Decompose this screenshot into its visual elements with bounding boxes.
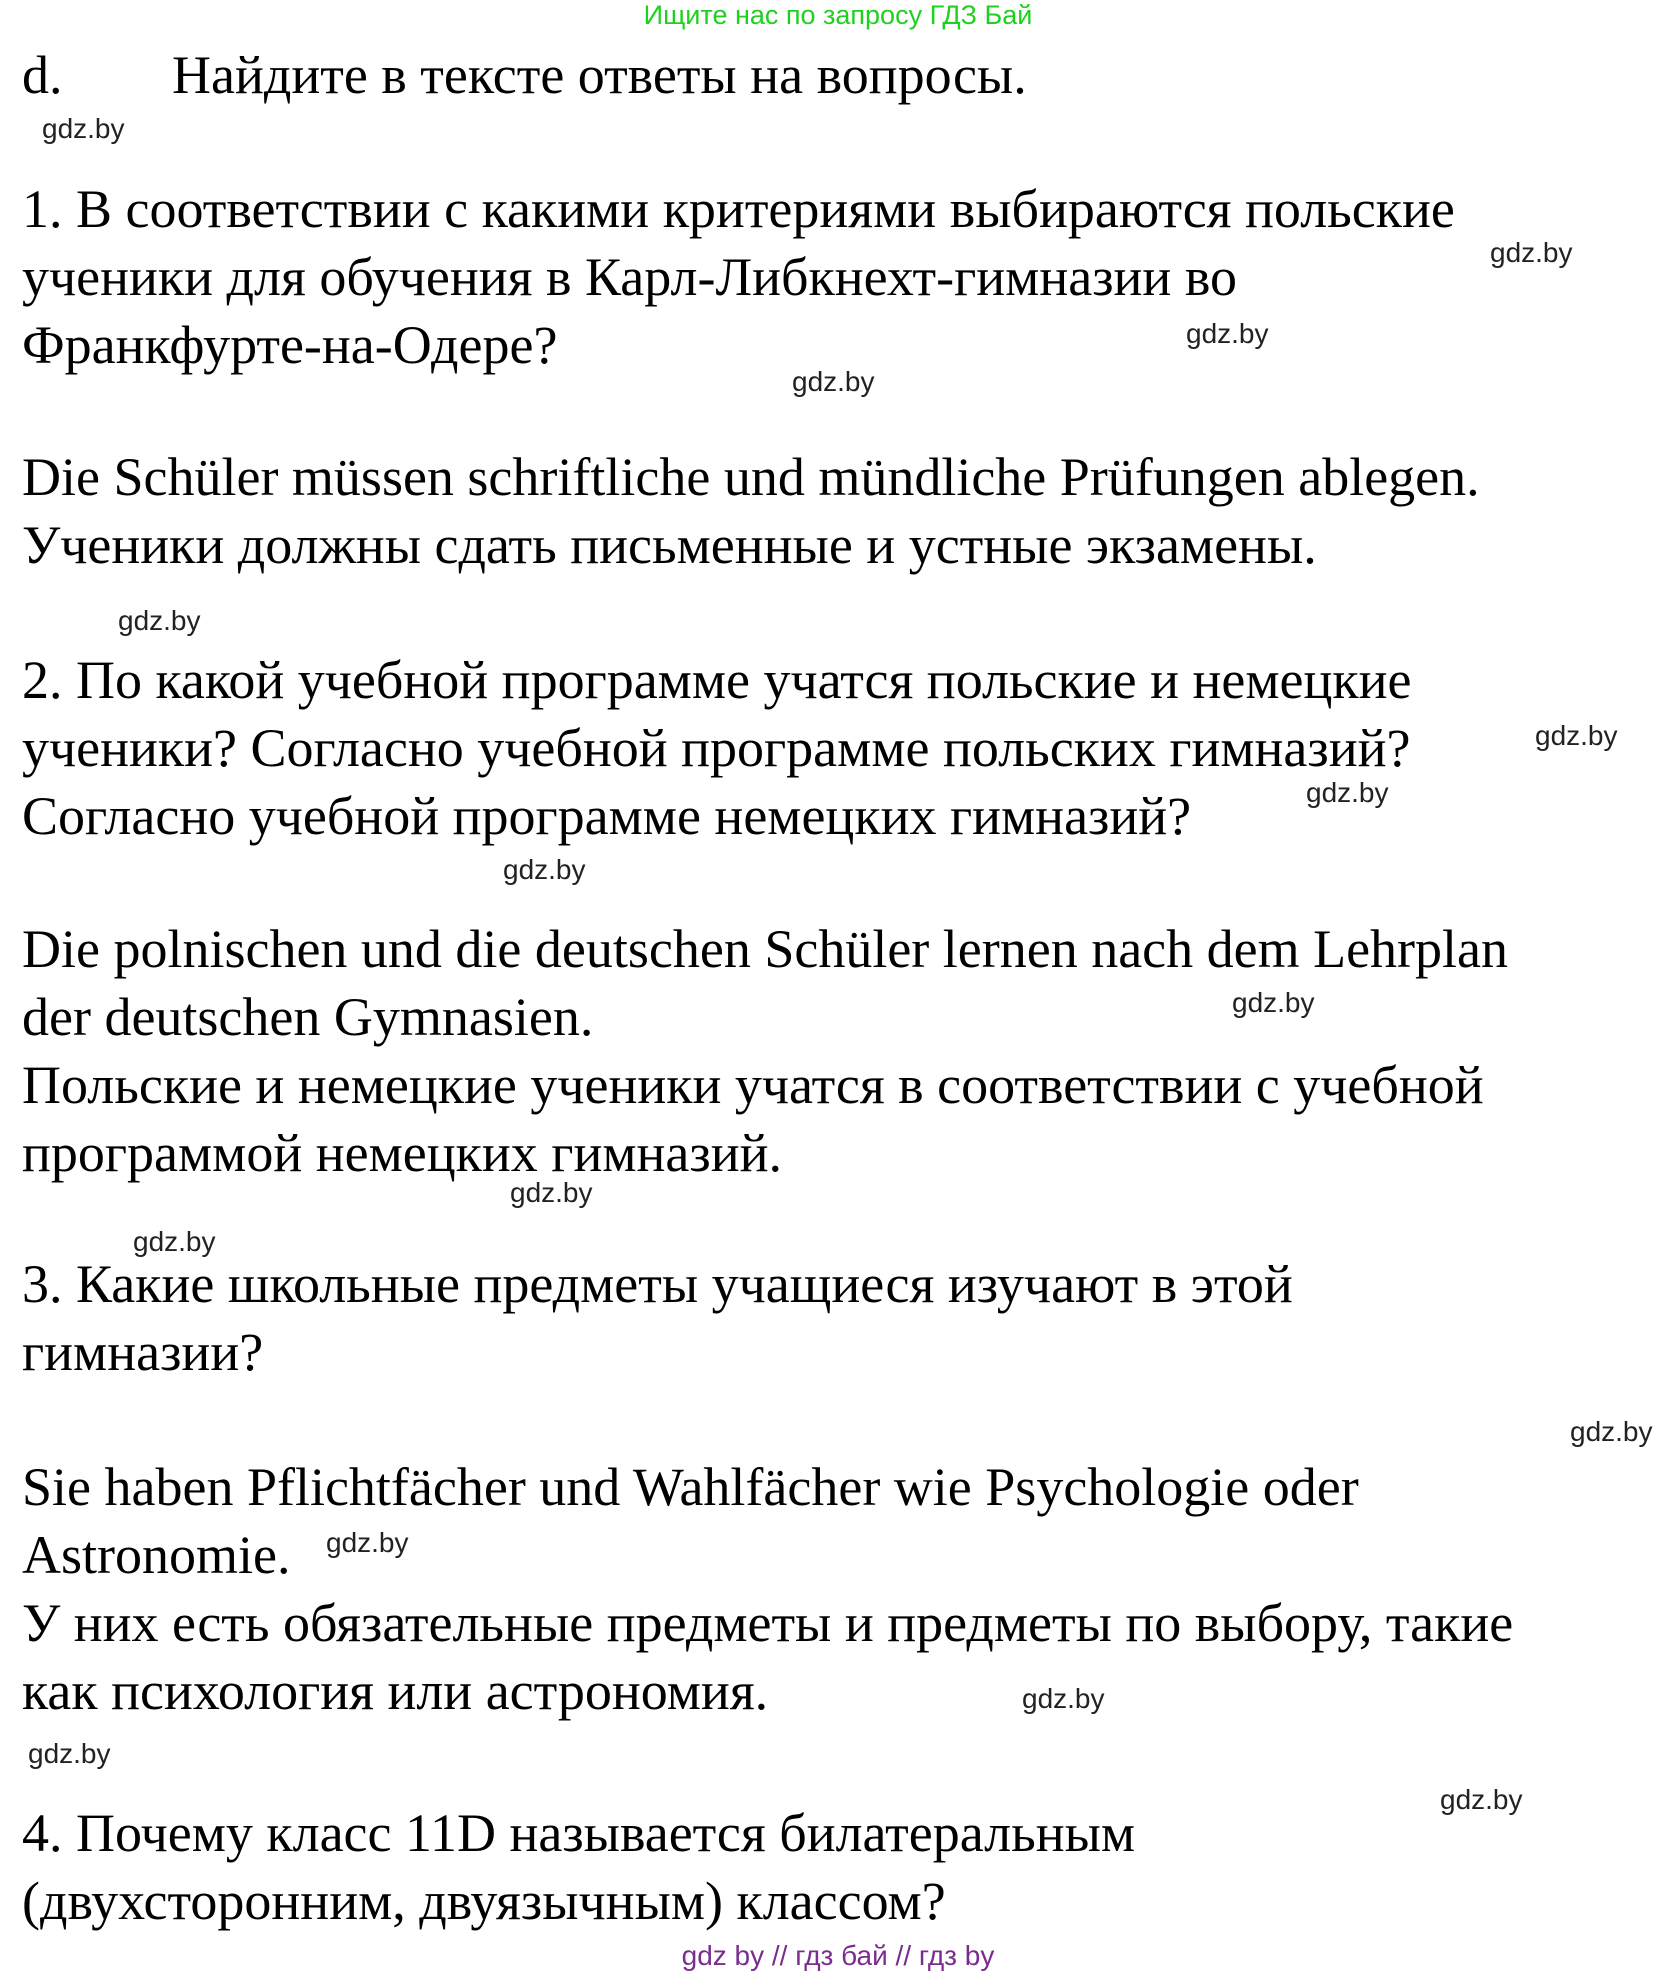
watermark: gdz.by	[510, 1177, 593, 1208]
question-3-line: 3. Какие школьные предметы учащиеся изучают в этой	[22, 1254, 1293, 1314]
answer-2-line: der deutschen Gymnasien.	[22, 987, 594, 1047]
watermark: gdz.by	[1490, 237, 1573, 268]
answer-1-line: Ученики должны сдать письменные и устные экзамены.	[22, 515, 1317, 575]
answer-2-line: Die polnischen und die deutschen Schüler lernen nach dem Lehrplan	[22, 919, 1509, 979]
watermark: gdz.by	[28, 1738, 111, 1769]
watermark: gdz.by	[133, 1226, 216, 1257]
question-1-line: ученики для обучения в Карл-Либкнехт-гимназии во	[22, 247, 1237, 307]
watermark: gdz.by	[42, 113, 125, 144]
watermark: gdz.by	[326, 1527, 409, 1558]
question-3-line: гимназии?	[22, 1322, 264, 1382]
watermark: gdz.by	[1306, 777, 1389, 808]
question-2-line: 2. По какой учебной программе учатся польские и немецкие	[22, 650, 1412, 710]
answer-1-line: Die Schüler müssen schriftliche und mündliche Prüfungen ablegen.	[22, 447, 1480, 507]
answer-3-line: Astronomie.	[22, 1525, 291, 1585]
answer-3-line: Sie haben Pflichtfächer und Wahlfächer wie Psychologie oder	[22, 1457, 1359, 1517]
question-2-line: Согласно учебной программе немецких гимназий?	[22, 786, 1192, 846]
answer-3-line: У них есть обязательные предметы и предметы по выбору, такие	[22, 1593, 1514, 1653]
question-1-line: Франкфурте-на-Одере?	[22, 315, 558, 375]
watermark: gdz.by	[1022, 1683, 1105, 1714]
question-1-line: 1. В соответствии с какими критериями выбираются польские	[22, 179, 1455, 239]
question-4-line: (двухсторонним, двуязычным) классом?	[22, 1871, 946, 1931]
bottom-banner[interactable]: gdz by // гдз бай // гдз by	[681, 1940, 995, 1971]
task-letter: d.	[22, 45, 63, 105]
question-4-line: 4. Почему класс 11D называется билатеральным	[22, 1803, 1136, 1863]
watermark: gdz.by	[1232, 987, 1315, 1018]
answer-2-line: Польские и немецкие ученики учатся в соответствии с учебной	[22, 1055, 1484, 1115]
watermark: gdz.by	[1535, 720, 1618, 751]
answer-2-line: программой немецких гимназий.	[22, 1123, 783, 1183]
task-instruction: Найдите в тексте ответы на вопросы.	[172, 45, 1027, 105]
watermark: gdz.by	[1440, 1784, 1523, 1815]
watermark: gdz.by	[118, 605, 201, 636]
question-2-line: ученики? Согласно учебной программе польских гимназий?	[22, 718, 1411, 778]
watermark: gdz.by	[1186, 318, 1269, 349]
task-heading	[22, 45, 1027, 105]
watermark: gdz.by	[792, 366, 875, 397]
watermark: gdz.by	[503, 854, 586, 885]
top-banner[interactable]: Ищите нас по запросу ГДЗ Бай	[643, 0, 1033, 30]
answer-3-line: как психология или астрономия.	[22, 1661, 769, 1721]
watermark: gdz.by	[1570, 1416, 1653, 1447]
